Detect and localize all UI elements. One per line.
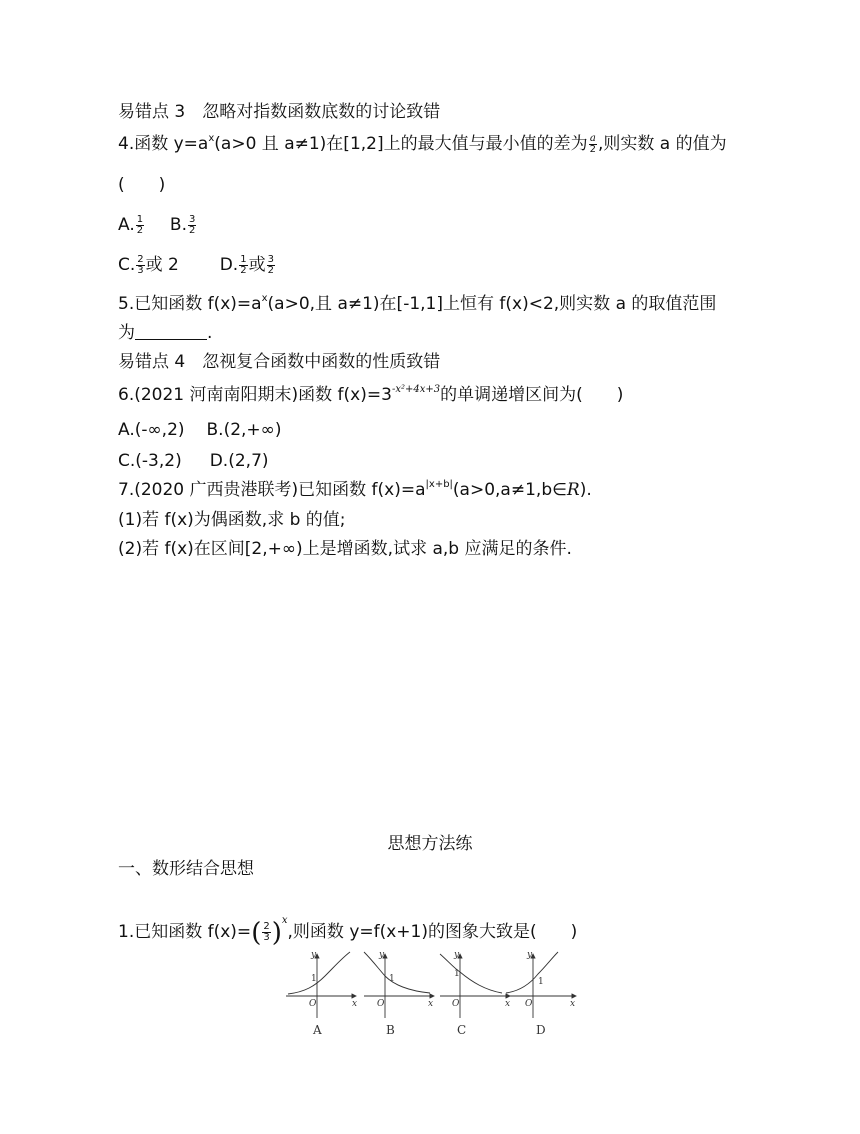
svg-text:x: x [352, 999, 358, 1009]
question-7-part-1: (1)若 f(x)为偶函数,求 b 的值; [118, 510, 346, 530]
svg-text:O: O [525, 999, 533, 1009]
answer-blank[interactable] [135, 321, 207, 340]
fraction-a-over-2: $\frac{a}{2}$ [589, 132, 596, 155]
question-4-answer-paren: ( ) [118, 175, 166, 195]
svg-text:1: 1 [454, 969, 460, 979]
question-6: 6.(2021 河南南阳期末)函数 $f(x)=3^{-x^2+4x+3}$的单调递增区间为( ) [118, 384, 624, 405]
svg-text:O: O [377, 999, 385, 1009]
svg-text:1: 1 [389, 974, 395, 984]
svg-text:O: O [309, 999, 317, 1009]
svg-text:y: y [527, 950, 533, 960]
graph-label-b: B [386, 1023, 395, 1037]
graph-c [440, 954, 510, 1018]
option-c: C.(-3,2) [118, 451, 182, 471]
graph-label-c: C [457, 1023, 467, 1037]
graph-label-d: D [536, 1023, 546, 1037]
question-5: 5.已知函数 $f(x)=a^x(a>0$,且 a≠1)在[-1,1]上恒有 f(x)<2,则实数 a 的取值范围 [118, 293, 717, 314]
svg-text:x: x [505, 999, 511, 1009]
svg-text:1: 1 [538, 977, 544, 987]
method-subtitle: 一、数形结合思想 [118, 859, 254, 879]
option-b: B. $\frac{3}{2}$ [169, 213, 196, 236]
question-6-options-cd [118, 449, 269, 473]
svg-text:y: y [311, 950, 317, 960]
svg-text:O: O [452, 999, 460, 1009]
svg-text:y: y [379, 950, 385, 960]
question-1: 1.已知函数 f(x)=( $\frac{2}{3}$ )$^x$,则函数 y=f(x+1)的图象大致是( ) [118, 915, 578, 948]
section4-title: 易错点 4 忽视复合函数中函数的性质致错 [118, 352, 441, 372]
section3-title: 易错点 3 忽略对指数函数底数的讨论致错 [118, 102, 441, 122]
question-4: 4.函数 $y=a^x(a>0$ 且 a≠1)在[1,2]上的最大值与最小值的差为 $\frac{a}{2}$ ,则实数 a 的值为 [118, 132, 727, 155]
svg-text:y: y [454, 950, 460, 960]
option-c: C. $\frac{2}{3}$ 或 2 [118, 253, 179, 276]
svg-text:x: x [428, 999, 434, 1009]
option-a: A. $\frac{1}{2}$ [118, 213, 144, 236]
question-7: 7.(2020 广西贵港联考)已知函数 $f(x)=a^{|x+b|}(a>0,a\ne 1,b\in R)$. [118, 479, 592, 500]
question-7-part-2: (2)若 f(x)在区间[2,+∞)上是增函数,试求 a,b 应满足的条件. [118, 539, 572, 559]
option-d: D.(2,7) [209, 451, 269, 471]
question-6-options-ab [118, 418, 281, 442]
graph-label-a: A [313, 1023, 322, 1037]
question-5-blank-line: 为 . [118, 323, 213, 343]
svg-text:1: 1 [311, 974, 317, 984]
question-4-options-ab [118, 213, 197, 237]
graph-a [286, 952, 356, 1018]
method-title: 思想方法练 [387, 834, 473, 854]
option-d: D. $\frac{1}{2}$ 或 $\frac{3}{2}$ [219, 253, 274, 276]
option-b: B.(2,+∞) [206, 420, 282, 440]
question-4-options-cd [118, 253, 276, 277]
function-graphs [280, 946, 580, 1038]
graph-b [364, 952, 434, 1018]
option-a: A.(-∞,2) [118, 420, 185, 440]
svg-text:x: x [570, 999, 576, 1009]
